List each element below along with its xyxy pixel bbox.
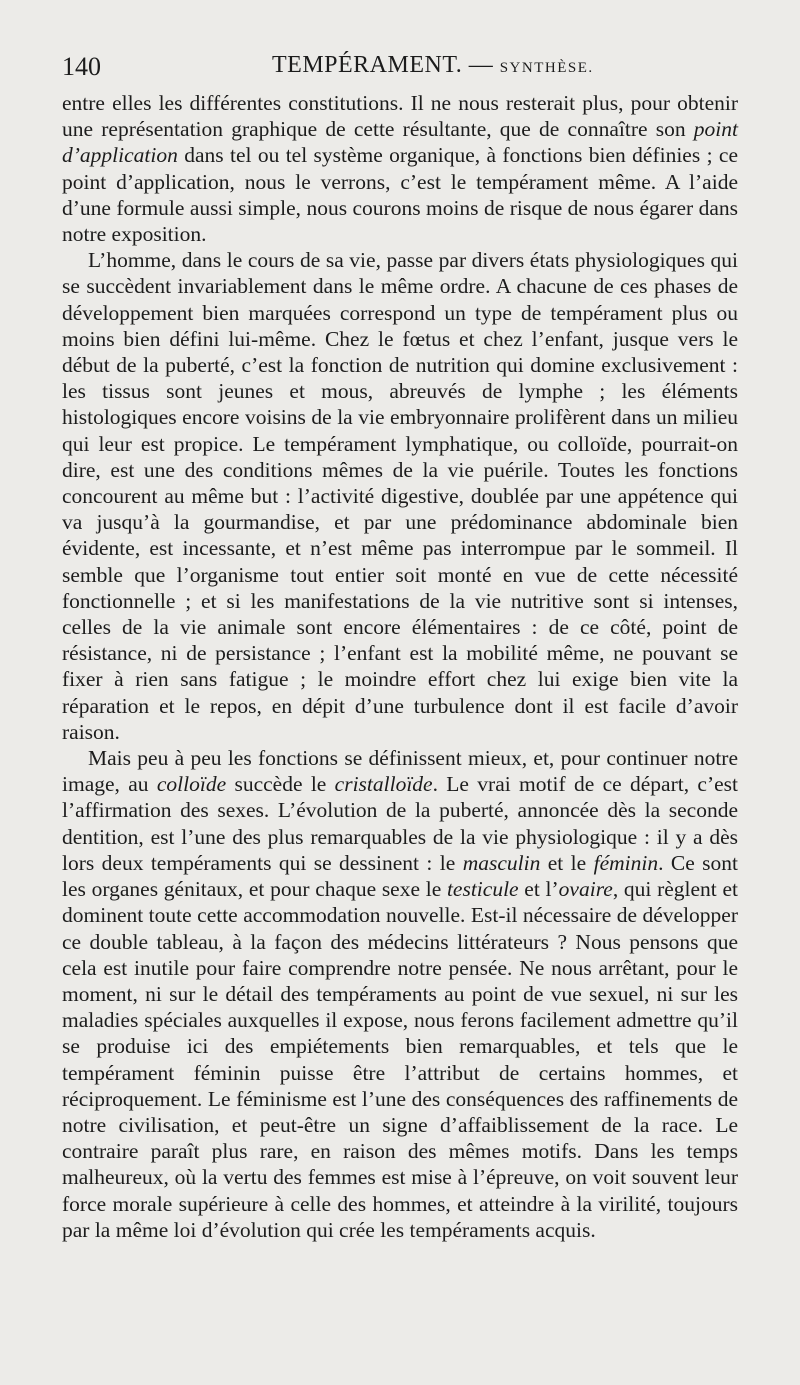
paragraph bbox=[62, 247, 738, 745]
running-header bbox=[62, 52, 738, 86]
text-run: et l’ bbox=[518, 877, 559, 902]
italic-text: colloïde bbox=[156, 772, 227, 797]
running-title bbox=[272, 52, 594, 79]
paragraph bbox=[62, 90, 738, 247]
page-number: 140 bbox=[62, 52, 101, 81]
text-run: , qui règlent et dominent toute cette accommodation nouvelle. Est-il nécessaire de développer ce double tableau, à la façon des médecins littérateurs ? Nous pensons que cela est inutile pour faire comprendre notre pensée. Ne nous arrêtant, pour le moment, ni sur le détail des tempéraments au point de vue sexuel, ni sur les maladies spéciales auxquelles il expose, nous ferons facilement admettre qu’il se produise ici des empiétements bien remarquables, et tels que le tempérament féminin puisse être l’attribut de certains hommes, et réciproquement. Le féminisme est l’une des conséquences des raffinements de notre civilisation, et peut-être un signe d’affaiblissement de la race. Le contraire paraît plus rare, en raison des mêmes motifs. Dans les temps malheureux, où la vertu des femmes est mise à l’épreuve, on voit souvent leur force morale supérieure à celle des hommes, et atteindre à la virilité, toujours par la même loi d’évolution qui crée les tempéraments acquis. bbox=[62, 877, 738, 1242]
italic-text: ovaire bbox=[558, 877, 613, 902]
italic-text: testicule bbox=[446, 877, 519, 902]
running-title-dash: — bbox=[462, 52, 500, 78]
text-run: et le bbox=[540, 850, 594, 875]
paragraph bbox=[62, 745, 738, 1243]
text-run: dans tel ou tel système organique, à fonctions bien définies ; ce point d’application, nous le verrons, c’est le tempérament même. A l’aide d’une formule aussi simple, nous courons moins de risque de nous égarer dans notre exposition. bbox=[62, 143, 738, 247]
italic-text: cristalloïde bbox=[334, 772, 433, 797]
text-run: L’homme, dans le cours de sa vie, passe par divers états physiologiques qui se succèdent invariablement dans le même ordre. A chacune de ces phases de développement bien marquées correspond un type de tempérament plus ou moins bien défini lui-même. Chez le fœtus et chez l’enfant, jusque vers le début de la puberté, c’est la fonction de nutrition qui domine exclusivement : les tissus sont jeunes et mous, abreuvés de lymphe ; les éléments histologiques encore voisins de la vie embryonnaire prolifèrent dans un milieu qui leur est propice. Le tempérament lymphatique, ou colloïde, pourrait-on dire, est une des conditions mêmes de la vie puérile. Toutes les fonctions concourent au même but : l’activité digestive, doublée par une appétence qui va jusqu’à la gourmandise, et par une prédominance abdominale bien évidente, est incessante, et n’est même pas interrompue par le sommeil. Il semble que l’organisme tout entier soit monté en vue de cette nécessité fonctionnelle ; et si les manifestations de la vie nutritive sont si intenses, celles de la vie animale sont encore élémentaires : de ce côté, point de résistance, ni de persistance ; l’enfant est la mobilité même, ne pouvant se fixer à rien sans fatigue ; le moindre effort chez lui exige bien vite la réparation et le repos, en dépit d’une turbulence dont il est facile d’avoir raison. bbox=[62, 248, 738, 744]
italic-text: point d’application bbox=[62, 117, 738, 168]
italic-text: féminin bbox=[593, 850, 659, 875]
text-run: . Ce sont les organes génitaux, et pour chaque sexe le bbox=[62, 850, 738, 902]
text-run: . Le vrai motif de ce départ, c’est l’affirmation des sexes. L’évolution de la puberté, annoncée dès la seconde dentition, est l’une des plus remarquables de la vie physiologique : il y a dès lors deux tempéraments qui se dessinent : le bbox=[62, 772, 738, 875]
text-run: Mais peu à peu les fonctions se définissent mieux, et, pour continuer notre image, au bbox=[62, 746, 738, 797]
running-title-section: SYNTHÈSE. bbox=[499, 60, 594, 76]
body-text bbox=[62, 90, 738, 1243]
text-run: succède le bbox=[226, 772, 335, 797]
text-run: entre elles les différentes constitutions. Il ne nous resterait plus, pour obtenir une représentation graphique de cette résultante, que de connaître son bbox=[62, 91, 738, 142]
italic-text: masculin bbox=[462, 850, 541, 875]
running-title-main: TEMPÉRAMENT. bbox=[272, 52, 463, 78]
